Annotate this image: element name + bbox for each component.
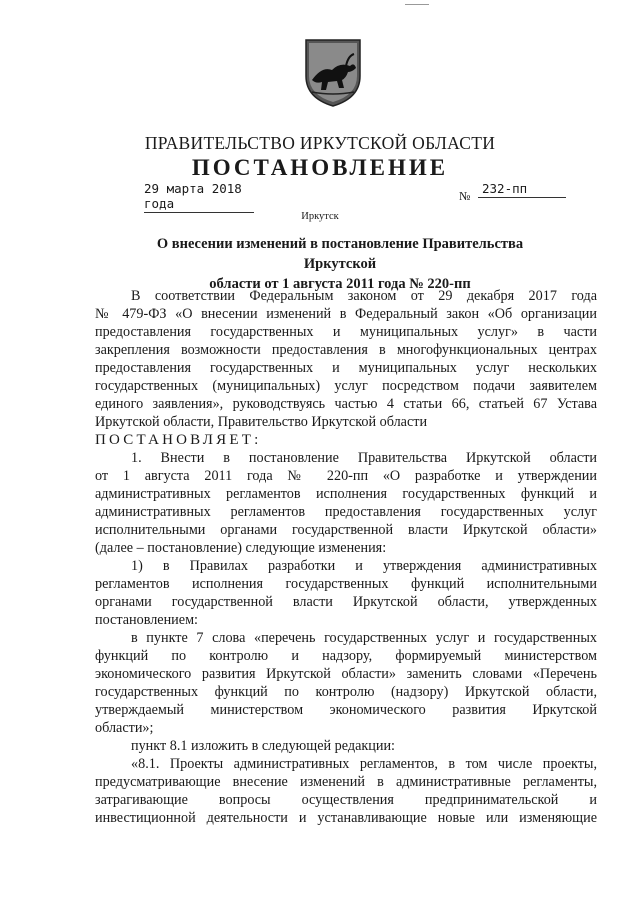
irkutsk-emblem-icon	[302, 36, 364, 108]
subject-line: О внесении изменений в постановление Правительства Иркутской	[156, 236, 524, 272]
number-label: №	[459, 189, 471, 203]
document-body	[95, 287, 597, 827]
body-line: от 1 августа 2011 года № 220-пп «О разработке и утверждении	[95, 468, 597, 484]
body-line: экономического развития Иркутской области» заменить словами «Перечень	[95, 666, 597, 682]
body-line: предоставления государственных и муниципальных услуг» в части	[95, 324, 597, 340]
body-line: единого заявления», руководствуясь частью 4 статьи 66, статьей 67 Устава	[95, 396, 597, 412]
body-line: органами государственной власти Иркутской области, утвержденных	[95, 594, 597, 610]
body-line: затрагивающие вопросы осуществления предпринимательской и	[95, 792, 597, 808]
body-line: «8.1. Проекты административных регламентов, в том числе проекты,	[131, 756, 597, 772]
document-number: 232-пп	[478, 181, 566, 198]
subject-line: области от 1 августа 2011 года № 220-пп	[209, 276, 471, 292]
body-line: предусматривающие внесение изменений в административные регламенты,	[95, 774, 597, 790]
body-line: функций по контролю и надзору, формируемый министерством	[95, 648, 597, 664]
body-line: административных регламентов предоставления государственных услуг	[95, 504, 597, 520]
body-line: предоставления государственных и муниципальных услуг нескольких	[95, 360, 597, 376]
document-date: 29 марта 2018 года	[144, 181, 254, 213]
body-line: В соответствии Федеральным законом от 29 декабря 2017 года	[131, 288, 597, 304]
body-line: пункт 8.1 изложить в следующей редакции:	[131, 738, 395, 754]
body-line: государственных функций по контролю (надзору) Иркутской области,	[95, 684, 597, 700]
body-line: № 479-ФЗ «О внесении изменений в Федеральный закон «Об организации	[95, 306, 597, 322]
issue-city: Иркутск	[301, 211, 339, 222]
body-line: (далее – постановление) следующие изменения:	[95, 540, 387, 556]
body-line: регламентов исполнения государственных функций исполнительными	[95, 576, 597, 592]
body-line: постановлением:	[95, 612, 198, 628]
body-line: закрепления возможности предоставления в многофункциональных центрах	[95, 342, 597, 358]
body-line: административных регламентов исполнения государственных функций и	[95, 486, 597, 502]
body-line: области»;	[95, 720, 154, 736]
body-line: в пункте 7 слова «перечень государственных услуг и государственных	[131, 630, 597, 646]
body-line: Иркутской области, Правительство Иркутской области	[95, 414, 428, 430]
document-title: ПОСТАНОВЛЕНИЕ	[191, 155, 449, 180]
issuer-name: ПРАВИТЕЛЬСТВО ИРКУТСКОЙ ОБЛАСТИ	[144, 133, 496, 153]
body-line: исполнительными органами государственной власти Иркутской области»	[95, 522, 597, 538]
scan-mark	[405, 4, 429, 5]
body-line: 1. Внести в постановление Правительства Иркутской области	[131, 450, 597, 466]
document-subject	[120, 234, 560, 294]
resolution-word: ПОСТАНОВЛЯЕТ:	[95, 432, 262, 448]
body-line: утверждаемый министерством экономического развития Иркутской	[95, 702, 597, 718]
body-line: 1) в Правилах разработки и утверждения административных	[131, 558, 597, 574]
body-line: инвестиционной деятельности и устанавливающие новые или изменяющие	[95, 810, 597, 826]
body-line: государственных (муниципальных) услуг посредством подачи заявителем	[95, 378, 597, 394]
